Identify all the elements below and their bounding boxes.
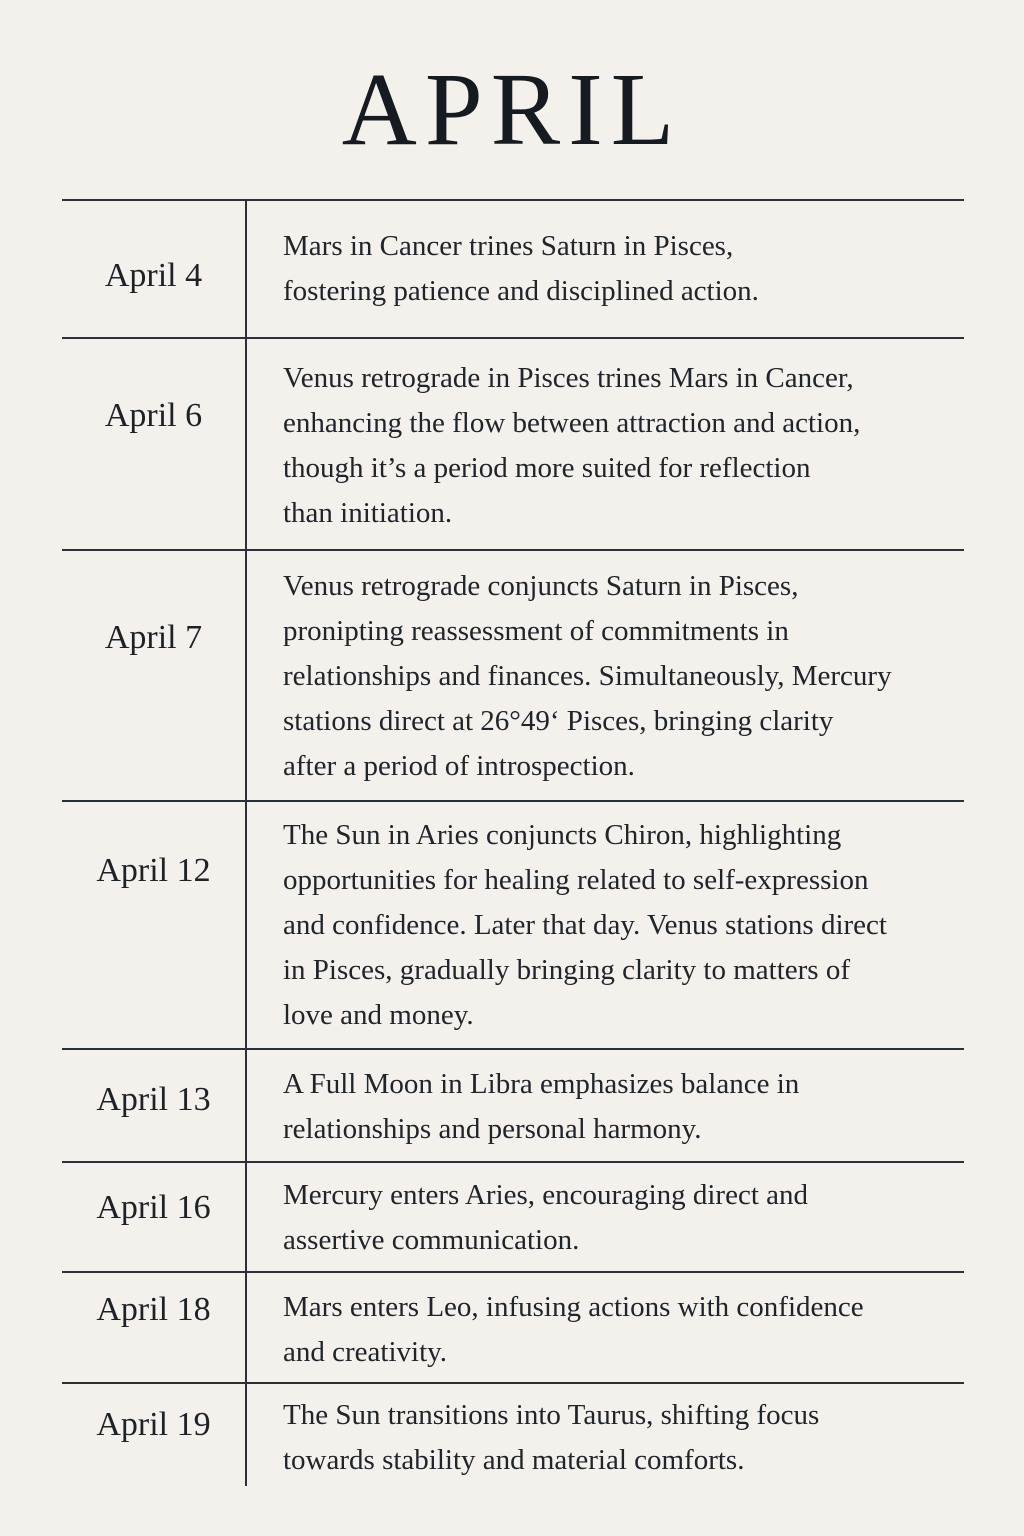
table-row (62, 338, 964, 550)
description-line: Mars enters Leo, infusing actions with confidence (283, 1291, 864, 1323)
event-description (283, 564, 983, 789)
event-date: April 18 (96, 1291, 211, 1328)
description-line: Venus retrograde conjuncts Saturn in Pisces, (283, 570, 799, 602)
event-date: April 16 (96, 1189, 211, 1226)
column-divider (245, 1383, 247, 1486)
table-row (62, 1272, 964, 1383)
column-divider (245, 1162, 247, 1272)
event-date: April 13 (96, 1081, 211, 1118)
description-line: The Sun in Aries conjuncts Chiron, highlighting (283, 819, 842, 851)
event-description (283, 356, 983, 536)
column-divider (245, 1272, 247, 1383)
description-line: in Pisces, gradually bringing clarity to matters of (283, 954, 850, 986)
description-line: love and money. (283, 999, 474, 1031)
description-line: assertive communication. (283, 1224, 580, 1256)
event-date: April 19 (96, 1406, 211, 1443)
description-line: Mars in Cancer trines Saturn in Pisces, (283, 230, 734, 262)
description-line: relationships and finances. Simultaneously, Mercury (283, 660, 892, 692)
description-line: after a period of introspection. (283, 750, 635, 782)
table-row (62, 1049, 964, 1162)
column-divider (245, 801, 247, 1049)
description-line: though it’s a period more suited for reflection (283, 452, 811, 484)
description-line: Venus retrograde in Pisces trines Mars in Cancer, (283, 362, 854, 394)
description-line: Mercury enters Aries, encouraging direct and (283, 1179, 809, 1211)
event-date: April 6 (104, 397, 203, 434)
event-description (283, 1173, 983, 1263)
column-divider (245, 550, 247, 801)
event-description (283, 224, 983, 314)
event-description (283, 1393, 983, 1483)
page-title: APRIL (341, 52, 683, 167)
description-line: stations direct at 26°49‘ Pisces, bringing clarity (283, 705, 834, 737)
event-description (283, 1062, 983, 1152)
column-divider (245, 199, 247, 338)
table-row (62, 1162, 964, 1272)
description-line: opportunities for healing related to self-expression (283, 864, 869, 896)
event-date: April 12 (96, 852, 211, 889)
table-row (62, 199, 964, 338)
description-line: enhancing the flow between attraction and action, (283, 407, 861, 439)
table-row (62, 801, 964, 1049)
description-line: relationships and personal harmony. (283, 1113, 702, 1145)
description-line: and confidence. Later that day. Venus stations direct (283, 909, 887, 941)
column-divider (245, 1049, 247, 1162)
description-line: and creativity. (283, 1336, 447, 1368)
event-description (283, 813, 983, 1038)
event-date: April 7 (104, 619, 203, 656)
table-row (62, 550, 964, 801)
description-line: The Sun transitions into Taurus, shifting focus (283, 1399, 820, 1431)
event-description (283, 1285, 983, 1375)
table-row (62, 1383, 964, 1486)
description-line: pronipting reassessment of commitments in (283, 615, 789, 647)
column-divider (245, 338, 247, 550)
description-line: fostering patience and disciplined action. (283, 275, 759, 307)
description-line: towards stability and material comforts. (283, 1444, 745, 1476)
description-line: than initiation. (283, 497, 453, 529)
description-line: A Full Moon in Libra emphasizes balance in (283, 1068, 800, 1100)
event-date: April 4 (104, 257, 203, 294)
